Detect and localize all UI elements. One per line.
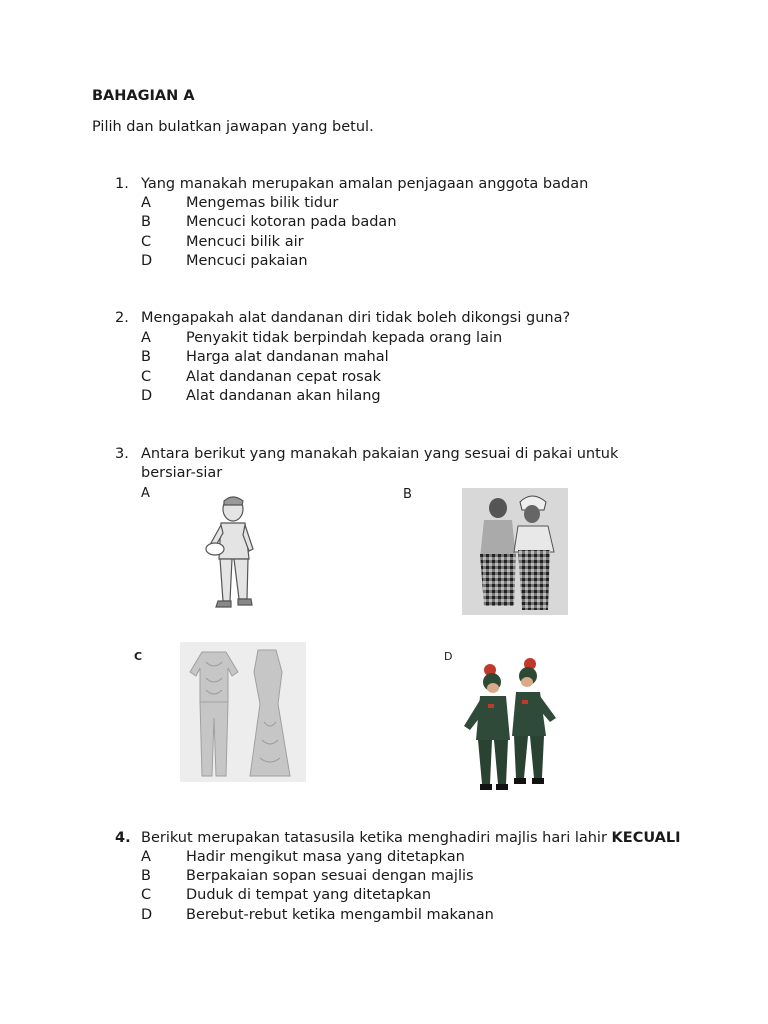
option-letter: D (141, 907, 153, 923)
uniform-picture (458, 652, 562, 796)
question-text (141, 830, 681, 846)
batik-clothes-picture (180, 642, 306, 782)
option-text: Berpakaian sopan sesuai dengan majlis (186, 868, 474, 884)
question-text-continued: bersiar-siar (141, 465, 223, 481)
question-text: Yang manakah merupakan amalan penjagaan anggota badan (141, 176, 589, 192)
image-label-d: D (444, 650, 453, 663)
question-text-main: Berikut merupakan tatasusila ketika menghadiri majlis hari lahir (141, 830, 612, 846)
option-text: Hadir mengikut masa yang ditetapkan (186, 849, 465, 865)
question-number: 2. (115, 310, 129, 326)
image-label-a: A (141, 486, 150, 501)
image-label-b: B (403, 487, 412, 502)
option-letter: B (141, 868, 151, 884)
option-letter: B (141, 349, 151, 365)
option-letter: C (141, 369, 152, 385)
traditional-wedding-clothes-picture (462, 488, 568, 615)
question-number: 3. (115, 446, 129, 462)
option-text: Mencuci kotoran pada badan (186, 214, 397, 230)
option-letter: D (141, 253, 153, 269)
option-text: Mencuci pakaian (186, 253, 308, 269)
option-text: Mengemas bilik tidur (186, 195, 339, 211)
option-letter: A (141, 195, 151, 211)
option-letter: D (141, 388, 153, 404)
option-text: Alat dandanan cepat rosak (186, 369, 381, 385)
question-emphasis: KECUALI (611, 830, 681, 846)
section-title: BAHAGIAN A (92, 88, 195, 104)
option-text: Mencuci bilik air (186, 234, 304, 250)
option-letter: A (141, 849, 151, 865)
option-letter: A (141, 330, 151, 346)
option-text: Alat dandanan akan hilang (186, 388, 381, 404)
instruction-text: Pilih dan bulatkan jawapan yang betul. (92, 119, 374, 135)
question-text: Antara berikut yang manakah pakaian yang sesuai di pakai untuk (141, 446, 619, 462)
option-letter: C (141, 887, 152, 903)
option-text: Penyakit tidak berpindah kepada orang lain (186, 330, 503, 346)
question-number: 4. (115, 830, 131, 846)
option-text: Harga alat dandanan mahal (186, 349, 389, 365)
option-letter: C (141, 234, 152, 250)
option-letter: B (141, 214, 151, 230)
question-text: Mengapakah alat dandanan diri tidak boleh dikongsi guna? (141, 310, 571, 326)
option-text: Duduk di tempat yang ditetapkan (186, 887, 432, 903)
image-label-c: C (134, 650, 143, 663)
option-text: Berebut-rebut ketika mengambil makanan (186, 907, 494, 923)
question-number: 1. (115, 176, 129, 192)
casual-clothes-picture (195, 493, 265, 613)
